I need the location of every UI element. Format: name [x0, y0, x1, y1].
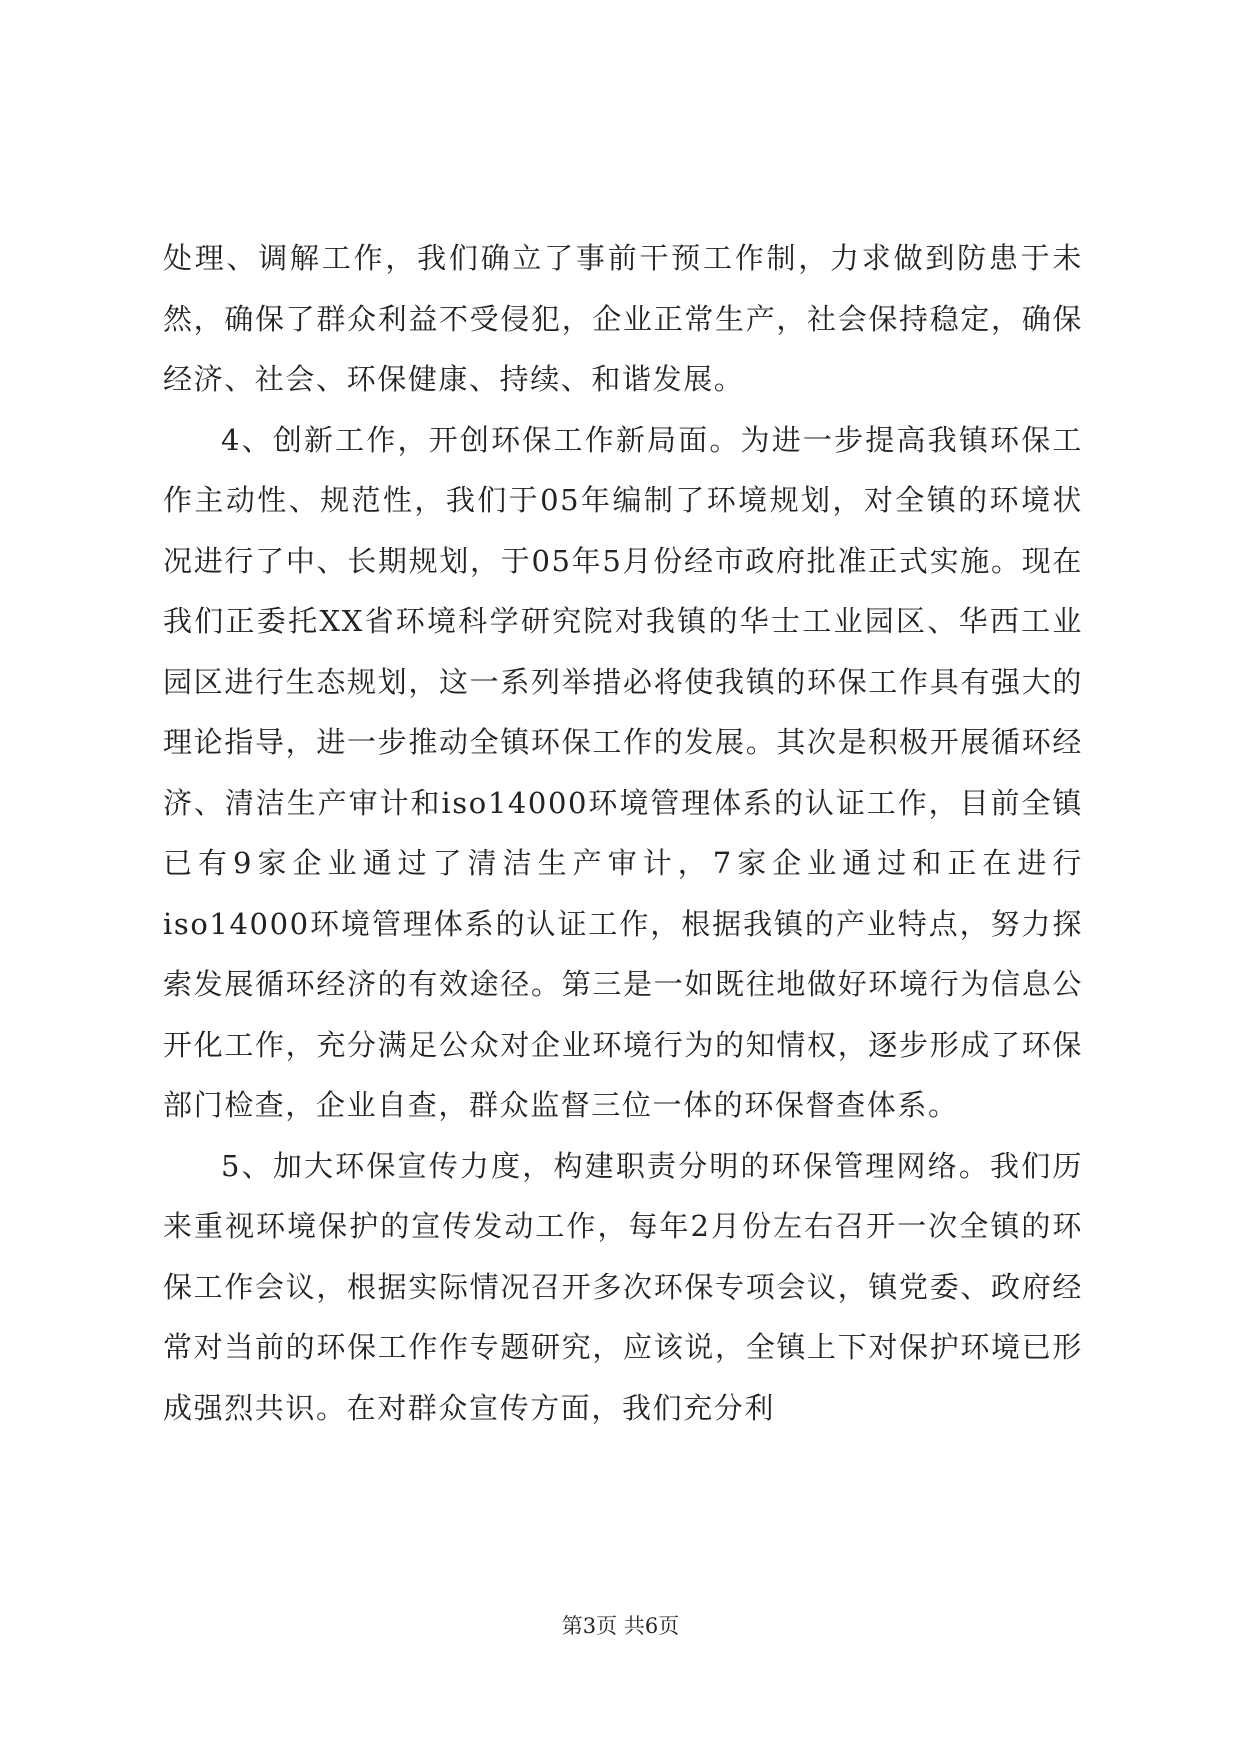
document-body	[163, 228, 1083, 1438]
page-number-footer: 第3页 共6页	[561, 1614, 680, 1638]
paragraph-1: 处理、调解工作，我们确立了事前干预工作制，力求做到防患于未然，确保了群众利益不受侵犯，企业正常生产，社会保持稳定，确保经济、社会、环保健康、持续、和谐发展。	[163, 241, 1083, 396]
paragraph-3: 5、加大环保宣传力度，构建职责分明的环保管理网络。我们历来重视环境保护的宣传发动工作，每年2月份左右召开一次全镇的环保工作会议，根据实际情况召开多次环保专项会议，镇党委、政府经常对当前的环保工作作专题研究，应该说，全镇上下对保护环境已形成强烈共识。在对群众宣传方面，我们充分利	[163, 1148, 1083, 1425]
paragraph-2: 4、创新工作，开创环保工作新局面。为进一步提高我镇环保工作主动性、规范性，我们于05年编制了环境规划，对全镇的环境状况进行了中、长期规划，于05年5月份经市政府批准正式实施。现在我们正委托XX省环境科学研究院对我镇的华士工业园区、华西工业园区进行生态规划，这一系列举措必将使我镇的环保工作具有强大的理论指导，进一步推动全镇环保工作的发展。其次是积极开展循环经济、清洁生产审计和iso14000环境管理体系的认证工作，目前全镇已有9家企业通过了清洁生产审计，7家企业通过和正在进行iso14000环境管理体系的认证工作，根据我镇的产业特点，努力探索发展循环经济的有效途径。第三是一如既往地做好环境行为信息公开化工作，充分满足公众对企业环境行为的知情权，逐步形成了环保部门检查，企业自查，群众监督三位一体的环保督查体系。	[163, 422, 1083, 1122]
